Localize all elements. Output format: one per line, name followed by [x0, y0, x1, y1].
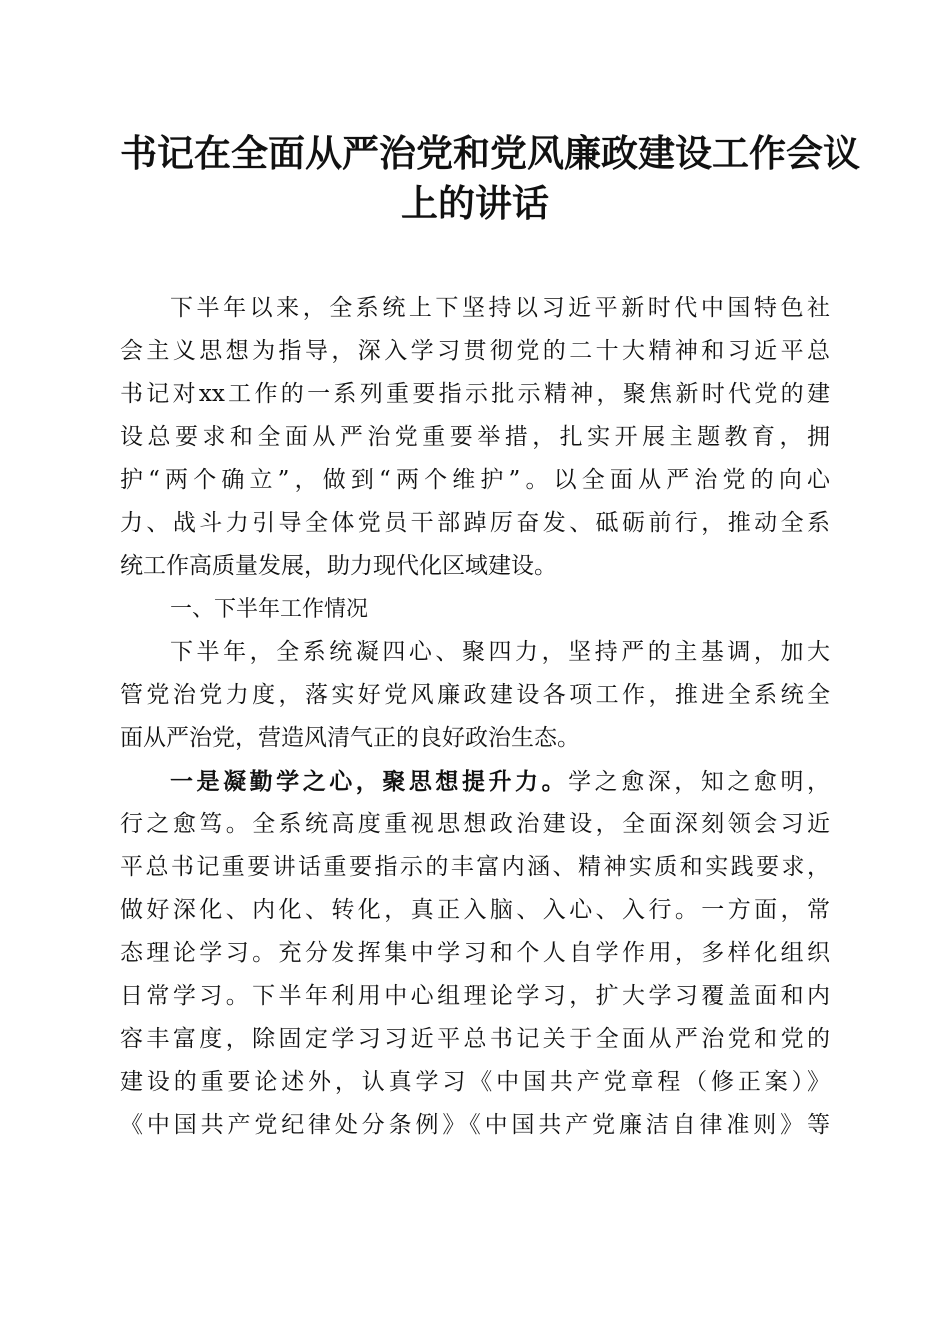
- section-heading: 一、下半年工作情况: [170, 597, 369, 622]
- paragraph-line: 《中国共产党纪律处分条例》《中国共产党廉洁自律准则》等: [120, 1112, 830, 1138]
- document-body: [120, 287, 830, 1147]
- paragraph-line: 统工作高质量发展，助力现代化区域建设。: [120, 553, 557, 579]
- paragraph-line: 行之愈笃。全系统高度重视思想政治建设，全面深刻领会习近: [120, 811, 830, 837]
- paragraph-line: 容丰富度，除固定学习习近平总书记关于全面从严治党和党的: [120, 1026, 830, 1052]
- paragraph-line: 日常学习。下半年利用中心组理论学习，扩大学习覆盖面和内: [120, 983, 830, 1009]
- paragraph-line: 平总书记重要讲话重要指示的丰富内涵、精神实质和实践要求，: [120, 854, 830, 880]
- paragraph-line: 护“两个确立”，做到“两个维护”。以全面从严治党的向心: [120, 467, 830, 493]
- paragraph-line: 设总要求和全面从严治党重要举措，扎实开展主题教育，拥: [120, 424, 830, 450]
- paragraph-line: [120, 760, 830, 803]
- paragraph-line: 管党治党力度，落实好党风廉政建设各项工作，推进全系统全: [120, 682, 830, 708]
- title-line-1: 书记在全面从严治党和党风廉政建设工作会议: [120, 131, 860, 175]
- document-title: [120, 128, 860, 228]
- paragraph-line: 力、战斗力引导全体党员干部踔厉奋发、砥砺前行，推动全系: [120, 510, 830, 536]
- title-line-2: 上的讲话: [401, 181, 549, 225]
- paragraph-line: 面从严治党，营造风清气正的良好政治生态。: [120, 725, 580, 751]
- paragraph-line: 会主义思想为指导，深入学习贯彻党的二十大精神和习近平总: [120, 338, 830, 364]
- document-page: [120, 128, 860, 1147]
- paragraph-line: 做好深化、内化、转化，真正入脑、入心、入行。一方面，常: [120, 897, 830, 923]
- point-lead: 一是凝勤学之心，聚思想提升力。: [170, 768, 569, 795]
- paragraph-line: 态理论学习。充分发挥集中学习和个人自学作用，多样化组织: [120, 940, 830, 966]
- section-paragraph: [120, 631, 830, 760]
- point-paragraph: [120, 760, 830, 1147]
- paragraph-line: 书记对xx工作的一系列重要指示批示精神，聚焦新时代党的建: [120, 381, 830, 407]
- intro-paragraph: [120, 287, 830, 588]
- point-lead-rest: 学之愈深，知之愈明，: [568, 769, 831, 795]
- paragraph-line: 建设的重要论述外，认真学习《中国共产党章程（修正案）》: [120, 1069, 830, 1095]
- paragraph-line: 下半年以来，全系统上下坚持以习近平新时代中国特色社: [170, 295, 830, 321]
- paragraph-line: 下半年，全系统凝四心、聚四力，坚持严的主基调，加大: [170, 639, 830, 665]
